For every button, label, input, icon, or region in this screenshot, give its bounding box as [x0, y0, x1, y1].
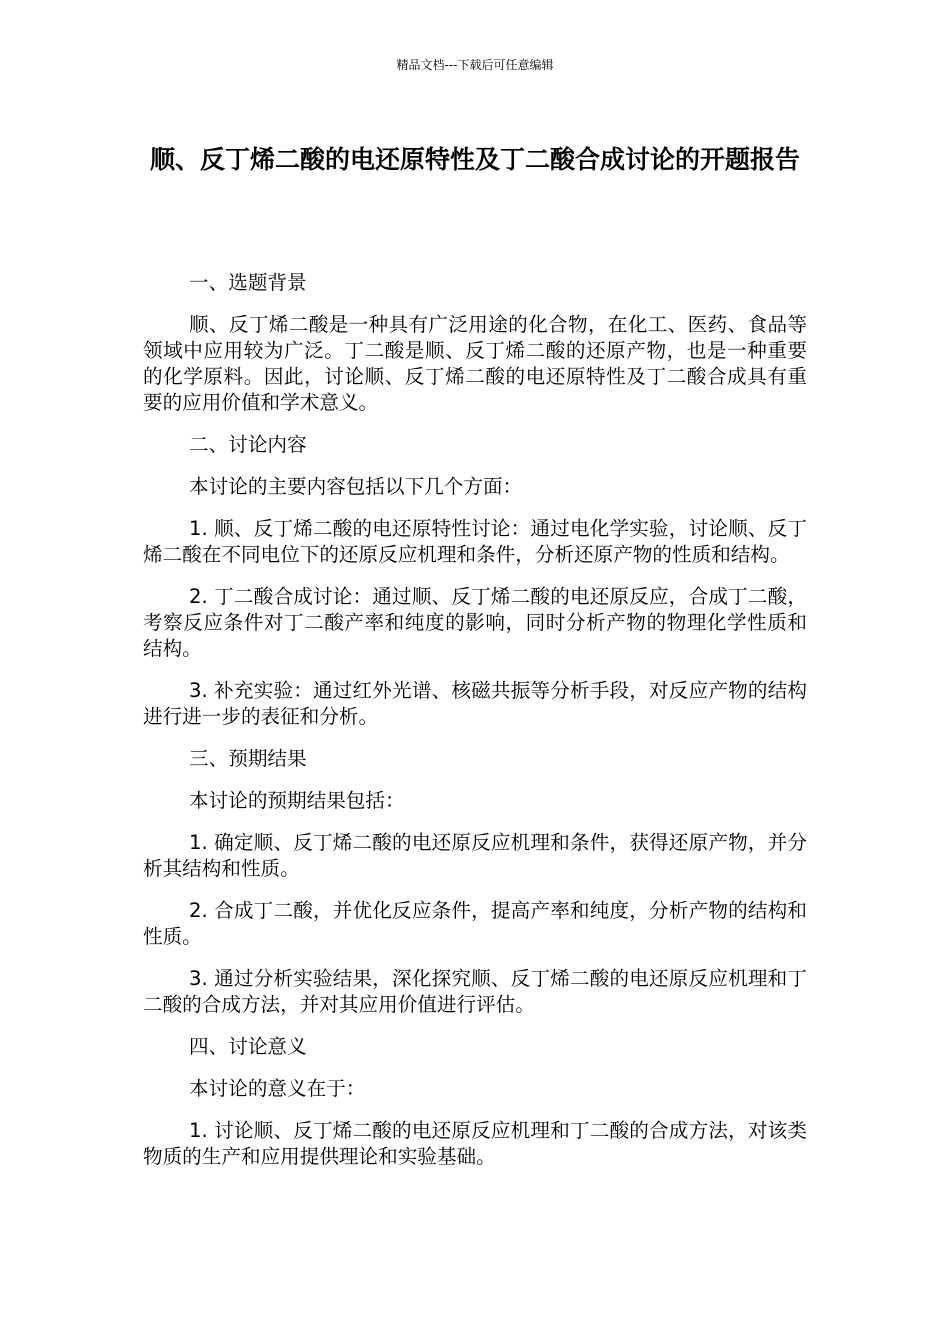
section-heading-background: 一、选题背景	[189, 271, 307, 294]
content-item-3: 3. 补充实验：通过红外光谱、核磁共振等分析手段，对反应产物的结构进行进一步的表征和分析。	[143, 679, 807, 728]
section-heading-content: 二、讨论内容	[189, 433, 307, 456]
section-heading-results: 三、预期结果	[189, 747, 307, 770]
paragraph-background: 顺、反丁烯二酸是一种具有广泛用途的化合物，在化工、医药、食品等领域中应用较为广泛。丁二酸是顺、反丁烯二酸的还原产物，也是一种重要的化学原料。因此，讨论顺、反丁烯二酸的电还原特性及丁二酸合成具有重要的应用价值和学术意义。	[143, 313, 807, 414]
paragraph-content-intro: 本讨论的主要内容包括以下几个方面：	[189, 475, 523, 498]
document-title: 顺、反丁烯二酸的电还原特性及丁二酸合成讨论的开题报告	[149, 145, 800, 174]
results-item-2: 2. 合成丁二酸，并优化反应条件，提高产率和纯度，分析产物的结构和性质。	[143, 899, 807, 948]
results-item-3: 3. 通过分析实验结果，深化探究顺、反丁烯二酸的电还原反应机理和丁二酸的合成方法，并对其应用价值进行评估。	[143, 967, 807, 1016]
paragraph-significance-intro: 本讨论的意义在于：	[189, 1077, 366, 1100]
page-header-note: 精品文档---下载后可任意编辑	[396, 58, 554, 72]
document-body	[143, 270, 807, 1186]
content-item-1: 1. 顺、反丁烯二酸的电还原特性讨论：通过电化学实验，讨论顺、反丁烯二酸在不同电位下的还原反应机理和条件，分析还原产物的性质和结构。	[143, 517, 807, 566]
results-item-1: 1. 确定顺、反丁烯二酸的电还原反应机理和条件，获得还原产物，并分析其结构和性质。	[143, 831, 807, 880]
significance-item-1: 1. 讨论顺、反丁烯二酸的电还原反应机理和丁二酸的合成方法，对该类物质的生产和应用提供理论和实验基础。	[143, 1119, 807, 1168]
paragraph-results-intro: 本讨论的预期结果包括：	[189, 789, 405, 812]
content-item-2: 2. 丁二酸合成讨论：通过顺、反丁烯二酸的电还原反应，合成丁二酸，考察反应条件对丁二酸产率和纯度的影响，同时分析产物的物理化学性质和结构。	[143, 585, 807, 660]
section-heading-significance: 四、讨论意义	[189, 1035, 307, 1058]
